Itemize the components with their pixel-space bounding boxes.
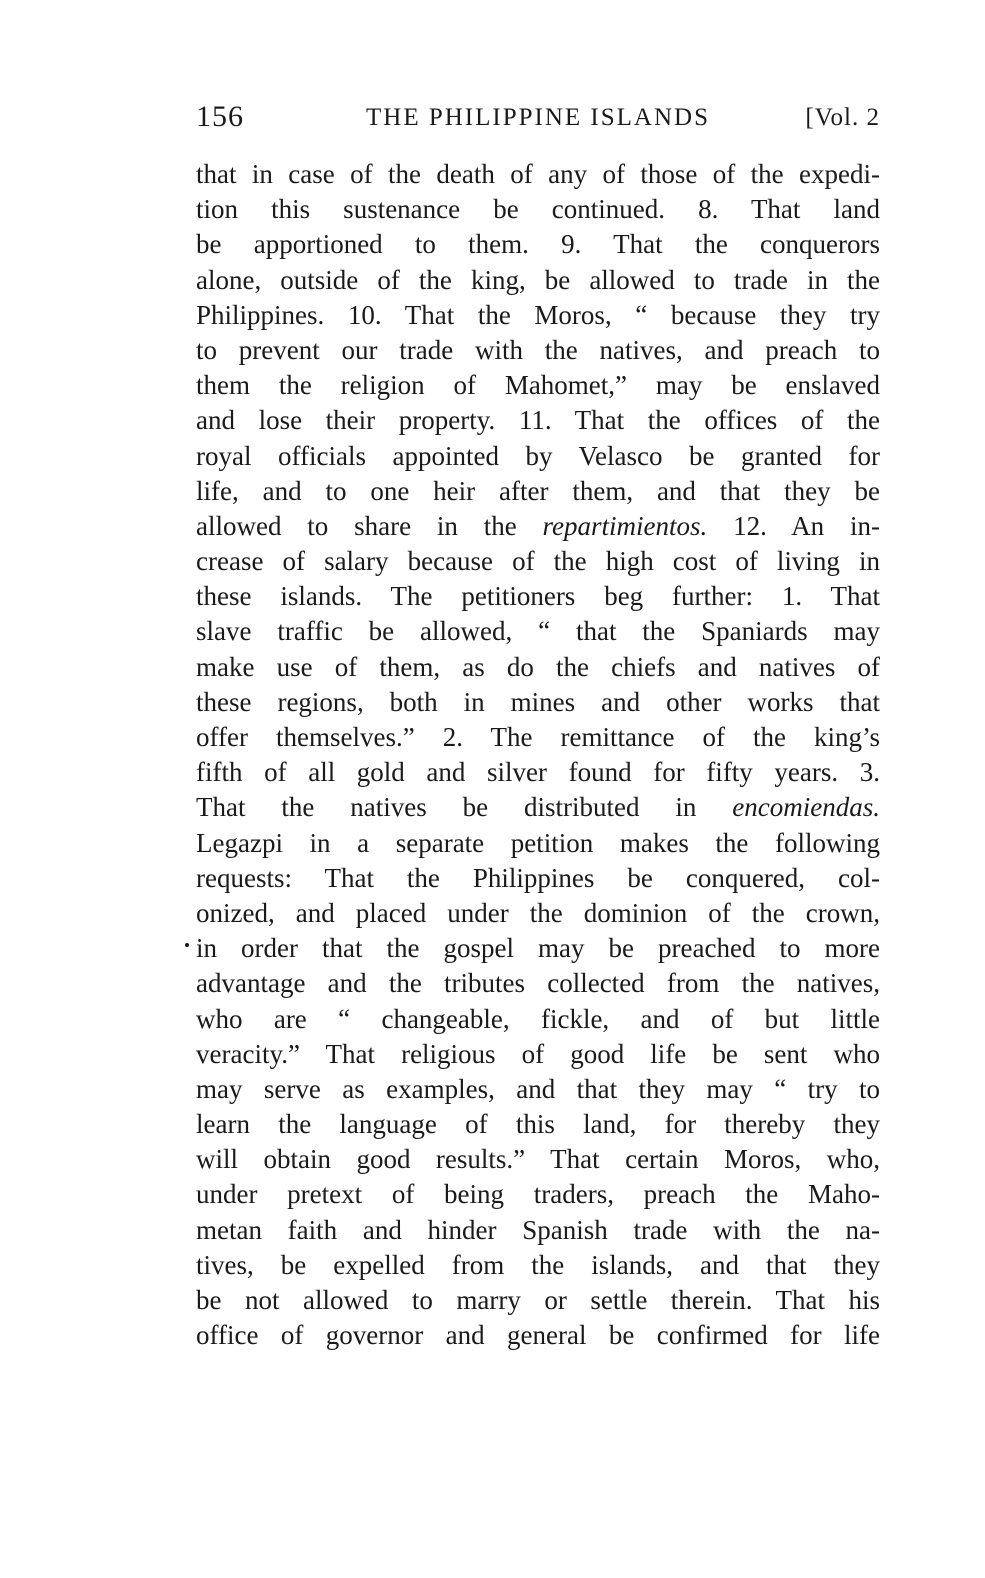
italic-term: repartimientos. [542, 510, 708, 541]
text-line: these regions, both in mines and other works that [196, 686, 880, 717]
text-line: slave traffic be allowed, “ that the Spaniards may [196, 616, 880, 647]
stray-mark [185, 943, 189, 947]
text-line: fifth of all gold and silver found for fifty years. 3. [196, 757, 880, 788]
text-line: office of governor and general be confirmed for life [196, 1320, 880, 1351]
text-line: metan faith and hinder Spanish trade with the na- [196, 1214, 880, 1245]
text-line: learn the language of this land, for thereby they [196, 1109, 880, 1140]
text-line: Legazpi in a separate petition makes the following [196, 827, 880, 858]
text-line: royal officials appointed by Velasco be granted for [196, 440, 880, 471]
running-header [196, 100, 880, 140]
text-line: who are “ changeable, fickle, and of but little [196, 1003, 880, 1034]
page-number: 156 [196, 100, 244, 133]
text-segment: 12. An in- [707, 510, 880, 541]
text-line: veracity.” That religious of good life be sent who [196, 1038, 880, 1069]
text-line: that in case of the death of any of those of the expedi- [196, 159, 880, 189]
text-segment: in order that the gospel may be preached to more [196, 933, 880, 964]
text-line: crease of salary because of the high cost of living in [196, 546, 880, 577]
text-line: alone, outside of the king, be allowed to trade in the [196, 264, 880, 295]
text-line: and lose their property. 11. That the offices of the [196, 405, 880, 436]
text-line: be apportioned to them. 9. That the conquerors [196, 229, 880, 260]
italic-term: encomiendas. [732, 792, 880, 823]
body-text [196, 157, 880, 1353]
text-line: make use of them, as do the chiefs and natives of [196, 651, 880, 682]
text-segment: That the natives be distributed in [196, 792, 733, 823]
text-line [196, 509, 880, 544]
text-line [196, 931, 880, 966]
text-line: tion this sustenance be continued. 8. That land [196, 194, 880, 225]
text-line: them the religion of Mahomet,” may be enslaved [196, 370, 880, 401]
text-line: be not allowed to marry or settle therein. That his [196, 1285, 880, 1315]
text-line: onized, and placed under the dominion of the crown, [196, 897, 880, 928]
text-line: tives, be expelled from the islands, and that they [196, 1249, 880, 1280]
volume-label: [Vol. 2 [805, 104, 880, 131]
text-line: to prevent our trade with the natives, and preach to [196, 334, 880, 365]
text-line: life, and to one heir after them, and that they be [196, 475, 880, 506]
text-line: under pretext of being traders, preach the Maho- [196, 1179, 880, 1210]
text-line: these islands. The petitioners beg further: 1. That [196, 581, 880, 612]
text-line: requests: That the Philippines be conquered, col- [196, 862, 880, 893]
text-line [196, 790, 880, 825]
text-line: offer themselves.” 2. The remittance of the king’s [196, 722, 880, 752]
text-line: Philippines. 10. That the Moros, “ because they try [196, 299, 880, 330]
running-title: THE PHILIPPINE ISLANDS [366, 104, 710, 131]
text-line: will obtain good results.” That certain Moros, who, [196, 1144, 880, 1175]
text-line: advantage and the tributes collected from the natives, [196, 968, 880, 999]
text-segment: allowed to share in the [196, 510, 543, 541]
text-line: may serve as examples, and that they may “ try to [196, 1073, 880, 1104]
